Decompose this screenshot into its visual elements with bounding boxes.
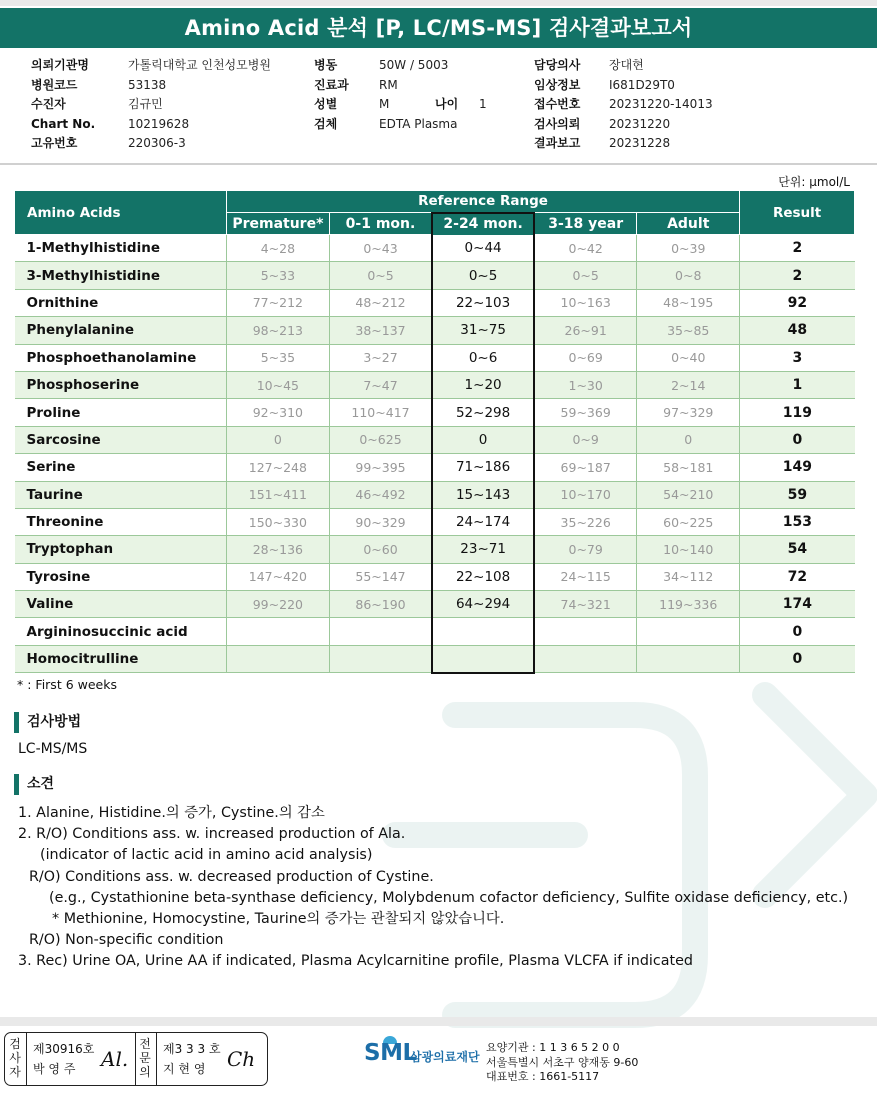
divider xyxy=(135,1033,136,1085)
result-cell: 174 xyxy=(740,591,855,618)
lab-info-line: 대표번호 : 1661-5117 xyxy=(486,1070,600,1083)
result-cell: 149 xyxy=(740,454,855,481)
table-row xyxy=(15,481,855,508)
reference-range-cell: 3~27 xyxy=(329,344,432,371)
reference-range-cell: 24~115 xyxy=(534,563,637,590)
reference-range-cell: 31~75 xyxy=(432,317,534,344)
result-cell: 0 xyxy=(740,618,855,645)
result-cell: 3 xyxy=(740,344,855,371)
lab-info-line: 요양기관 : 1 1 3 6 5 2 0 0 xyxy=(486,1041,620,1054)
unit-label: 단위: μmol/L xyxy=(778,175,850,189)
finding-line: R/O) Conditions ass. w. decreased production of Cystine. xyxy=(29,868,434,885)
reference-range-cell: 23~71 xyxy=(432,536,534,563)
footnote: * : First 6 weeks xyxy=(17,677,117,692)
result-cell: 153 xyxy=(740,508,855,535)
lab-info xyxy=(486,1041,638,1085)
info-row: Chart No. 10219628 xyxy=(31,116,190,131)
findings-title: 소견 xyxy=(14,774,54,795)
reference-range-cell: 0~6 xyxy=(432,344,534,371)
result-cell: 72 xyxy=(740,563,855,590)
reference-range-cell: 119~336 xyxy=(637,591,740,618)
reference-range-cell: 38~137 xyxy=(329,317,432,344)
reference-range-cell: 52~298 xyxy=(432,399,534,426)
reference-range-cell: 34~112 xyxy=(637,563,740,590)
table-row xyxy=(15,563,855,590)
reference-range-cell: 24~174 xyxy=(432,508,534,535)
reference-range-cell: 69~187 xyxy=(534,454,637,481)
finding-line: (e.g., Cystathionine beta-synthase deficiency, Molybdenum cofactor deficiency, Sulfite oxidase deficiency, etc.) xyxy=(49,889,849,906)
finding-line: (indicator of lactic acid in amino acid analysis) xyxy=(40,847,373,864)
reference-range-cell: 64~294 xyxy=(432,591,534,618)
reference-range-cell: 127~248 xyxy=(226,454,329,481)
lab-info-line: 서울특별시 서초구 양재동 9-60 xyxy=(486,1055,639,1069)
reference-range-cell: 0~5 xyxy=(432,262,534,289)
reference-range-cell: 0~8 xyxy=(637,262,740,289)
info-row: 진료과 RM xyxy=(314,77,398,92)
table-row xyxy=(15,536,855,563)
reference-range-cell: 90~329 xyxy=(329,508,432,535)
bottom-rule xyxy=(0,1017,877,1026)
finding-line: 2. R/O) Conditions ass. w. increased production of Ala. xyxy=(18,826,406,843)
amino-acid-name: Sarcosine xyxy=(15,426,227,453)
reference-range-cell: 0~9 xyxy=(534,426,637,453)
reference-range-cell: 0 xyxy=(637,426,740,453)
table-row xyxy=(15,591,855,618)
info-row: 수진자 김규민 xyxy=(31,97,163,111)
info-row: 성별 M 나이 1 xyxy=(314,95,487,115)
amino-acid-name: Argininosuccinic acid xyxy=(15,618,227,645)
top-rule xyxy=(0,0,877,6)
report-title: Amino Acid 분석 [P, LC/MS-MS] 검사결과보고서 xyxy=(0,8,877,48)
result-cell: 0 xyxy=(740,645,855,672)
reference-range-cell: 48~195 xyxy=(637,289,740,316)
reference-range-cell: 0~5 xyxy=(329,262,432,289)
reference-range-cell: 77~212 xyxy=(226,289,329,316)
result-cell: 2 xyxy=(740,235,855,262)
method-title: 검사방법 xyxy=(14,712,81,733)
reference-range-cell xyxy=(534,618,637,645)
result-cell: 92 xyxy=(740,289,855,316)
amino-acid-name: Phosphoserine xyxy=(15,371,227,398)
reference-range-cell: 71~186 xyxy=(432,454,534,481)
info-row: 고유번호 220306-3 xyxy=(31,136,186,150)
finding-line: 1. Alanine, Histidine.의 증가, Cystine.의 감소 xyxy=(18,805,325,821)
reference-range-cell xyxy=(432,645,534,672)
col-header-result: Result xyxy=(740,191,855,235)
reference-range-cell: 74~321 xyxy=(534,591,637,618)
reference-range-cell xyxy=(329,618,432,645)
reference-range-cell: 0~39 xyxy=(637,235,740,262)
col-header-0-1-mon: 0-1 mon. xyxy=(329,213,432,235)
lab-logo-text: SML xyxy=(364,1040,417,1066)
patient-info-col2 xyxy=(314,56,487,134)
finding-line: 3. Rec) Urine OA, Urine AA if indicated, Plasma Acylcarnitine profile, Plasma VLCFA if indicated xyxy=(18,953,693,970)
info-row: 의뢰기관명 가톨릭대학교 인천성모병원 xyxy=(31,58,271,72)
amino-acid-table xyxy=(14,190,855,674)
amino-acid-name: Taurine xyxy=(15,481,227,508)
info-row: 검사의뢰 20231220 xyxy=(534,116,671,131)
table-row xyxy=(15,371,855,398)
reference-range-cell: 0~625 xyxy=(329,426,432,453)
reference-range-cell: 147~420 xyxy=(226,563,329,590)
method-body: LC-MS/MS xyxy=(18,741,88,757)
amino-acid-name: Serine xyxy=(15,454,227,481)
reference-range-cell xyxy=(637,645,740,672)
result-cell: 2 xyxy=(740,262,855,289)
tester-name: 박 영 주 xyxy=(33,1062,76,1076)
info-row: 임상정보 I681D29T0 xyxy=(534,77,675,92)
reference-range-cell: 92~310 xyxy=(226,399,329,426)
reference-range-cell: 60~225 xyxy=(637,508,740,535)
amino-acid-name: Proline xyxy=(15,399,227,426)
reference-range-cell: 59~369 xyxy=(534,399,637,426)
col-header-3-18-year: 3-18 year xyxy=(534,213,637,235)
col-header-adult: Adult xyxy=(637,213,740,235)
reference-range-cell: 22~103 xyxy=(432,289,534,316)
tester-signature: Al. xyxy=(101,1047,129,1071)
reference-range-cell: 4~28 xyxy=(226,235,329,262)
reference-range-cell: 99~220 xyxy=(226,591,329,618)
lab-name: 삼광의료재단 xyxy=(410,1050,480,1064)
col-header-reference-range: Reference Range xyxy=(226,191,739,213)
finding-line: R/O) Non-specific condition xyxy=(29,932,224,949)
table-row xyxy=(15,344,855,371)
reference-range-cell: 15~143 xyxy=(432,481,534,508)
divider xyxy=(0,163,877,165)
reference-range-cell: 1~30 xyxy=(534,371,637,398)
result-cell: 54 xyxy=(740,536,855,563)
info-row: 담당의사 장대현 xyxy=(534,58,644,72)
col-header-2-24-mon: 2-24 mon. xyxy=(432,213,534,235)
info-row: 검체 EDTA Plasma xyxy=(314,116,458,131)
amino-acid-name: Tryptophan xyxy=(15,536,227,563)
amino-acid-name: Ornithine xyxy=(15,289,227,316)
reference-range-cell xyxy=(329,645,432,672)
table-row xyxy=(15,618,855,645)
reference-range-cell: 0~60 xyxy=(329,536,432,563)
patient-info-col1 xyxy=(31,56,271,154)
reference-range-cell xyxy=(637,618,740,645)
table-row xyxy=(15,426,855,453)
reference-range-cell: 10~45 xyxy=(226,371,329,398)
reference-range-cell: 86~190 xyxy=(329,591,432,618)
reference-range-cell: 46~492 xyxy=(329,481,432,508)
reference-range-cell: 0~42 xyxy=(534,235,637,262)
specialist-license: 제3 3 3 호 xyxy=(163,1042,221,1056)
table-row xyxy=(15,262,855,289)
table-row xyxy=(15,317,855,344)
reference-range-cell: 97~329 xyxy=(637,399,740,426)
result-cell: 48 xyxy=(740,317,855,344)
reference-range-cell: 54~210 xyxy=(637,481,740,508)
reference-range-cell: 22~108 xyxy=(432,563,534,590)
reference-range-cell: 28~136 xyxy=(226,536,329,563)
reference-range-cell: 0~5 xyxy=(534,262,637,289)
reference-range-cell: 10~170 xyxy=(534,481,637,508)
reference-range-cell: 10~163 xyxy=(534,289,637,316)
reference-range-cell: 110~417 xyxy=(329,399,432,426)
tester-label: 검 사 자 xyxy=(9,1037,21,1079)
age-value: 1 xyxy=(479,97,487,111)
reference-range-cell: 7~47 xyxy=(329,371,432,398)
findings-notes xyxy=(18,803,848,973)
tester-license: 제30916호 xyxy=(33,1042,95,1056)
reference-range-cell: 10~140 xyxy=(637,536,740,563)
reference-range-cell: 26~91 xyxy=(534,317,637,344)
reference-range-cell: 151~411 xyxy=(226,481,329,508)
reference-range-cell: 35~226 xyxy=(534,508,637,535)
reference-range-cell xyxy=(226,645,329,672)
reference-range-cell: 0~40 xyxy=(637,344,740,371)
table-row xyxy=(15,235,855,262)
table-row xyxy=(15,454,855,481)
amino-acid-name: Tyrosine xyxy=(15,563,227,590)
table-row xyxy=(15,289,855,316)
reference-range-cell: 0 xyxy=(226,426,329,453)
reference-range-cell xyxy=(534,645,637,672)
amino-acid-name: 1-Methylhistidine xyxy=(15,235,227,262)
table-row xyxy=(15,399,855,426)
reference-range-cell: 5~35 xyxy=(226,344,329,371)
result-cell: 0 xyxy=(740,426,855,453)
reference-range-cell xyxy=(226,618,329,645)
table-row xyxy=(15,508,855,535)
reference-range-cell: 35~85 xyxy=(637,317,740,344)
info-row: 병동 50W / 5003 xyxy=(314,58,449,72)
reference-range-cell: 99~395 xyxy=(329,454,432,481)
reference-range-cell: 0~43 xyxy=(329,235,432,262)
reference-range-cell: 5~33 xyxy=(226,262,329,289)
reference-range-cell: 0 xyxy=(432,426,534,453)
reference-range-cell: 98~213 xyxy=(226,317,329,344)
reference-range-cell: 0~44 xyxy=(432,235,534,262)
result-cell: 119 xyxy=(740,399,855,426)
reference-range-cell: 55~147 xyxy=(329,563,432,590)
table-row xyxy=(15,645,855,672)
reference-range-cell xyxy=(432,618,534,645)
info-row: 병원코드 53138 xyxy=(31,77,167,92)
result-cell: 1 xyxy=(740,371,855,398)
reference-range-cell: 48~212 xyxy=(329,289,432,316)
specialist-signature: Ch xyxy=(227,1047,256,1071)
info-row: 접수번호 20231220-14013 xyxy=(534,97,713,111)
result-cell: 59 xyxy=(740,481,855,508)
reference-range-cell: 58~181 xyxy=(637,454,740,481)
amino-acid-name: 3-Methylhistidine xyxy=(15,262,227,289)
signature-box xyxy=(4,1032,268,1086)
amino-acid-name: Phenylalanine xyxy=(15,317,227,344)
divider xyxy=(156,1033,157,1085)
patient-info-col3 xyxy=(534,56,713,154)
amino-acid-name: Homocitrulline xyxy=(15,645,227,672)
specialist-label: 전 문 의 xyxy=(139,1037,151,1079)
reference-range-cell: 1~20 xyxy=(432,371,534,398)
finding-line: * Methionine, Homocystine, Taurine의 증가는 관찰되지 않았습니다. xyxy=(52,910,505,927)
reference-range-cell: 0~79 xyxy=(534,536,637,563)
amino-acid-name: Phosphoethanolamine xyxy=(15,344,227,371)
info-row: 결과보고 20231228 xyxy=(534,136,671,150)
col-header-amino-acids: Amino Acids xyxy=(15,191,227,235)
divider xyxy=(26,1033,27,1085)
age-label: 나이 xyxy=(435,97,459,111)
reference-range-cell: 0~69 xyxy=(534,344,637,371)
reference-range-cell: 150~330 xyxy=(226,508,329,535)
specialist-name: 지 현 영 xyxy=(163,1062,206,1076)
col-header-premature: Premature* xyxy=(226,213,329,235)
reference-range-cell: 2~14 xyxy=(637,371,740,398)
amino-acid-name: Valine xyxy=(15,591,227,618)
amino-acid-name: Threonine xyxy=(15,508,227,535)
